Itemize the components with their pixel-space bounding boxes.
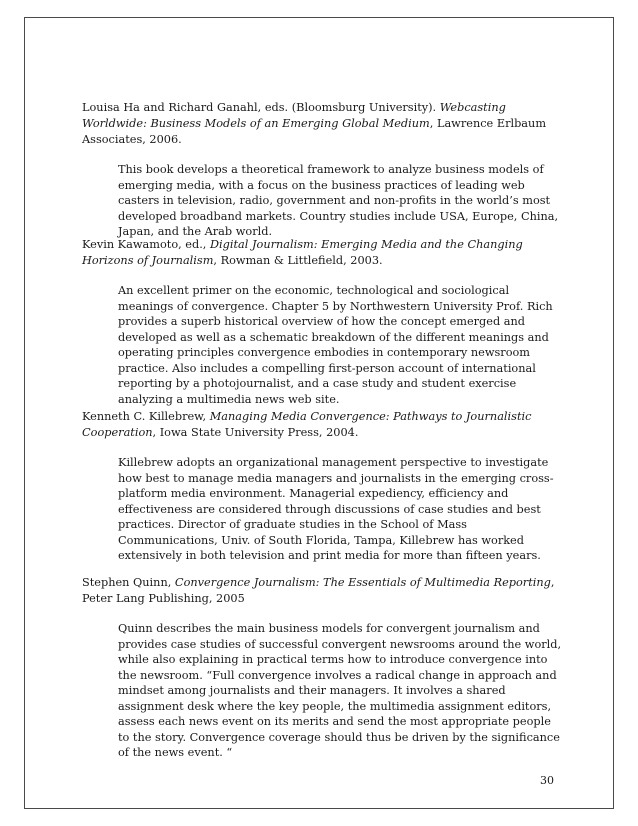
citation-title: Webcasting Worldwide: Business Models of an Emerging Global Medium [82, 101, 506, 130]
citation-title: Managing Media Convergence: Pathways to Journalistic Cooperation [82, 410, 532, 439]
citation-publisher: , Iowa State University Press, 2004. [152, 426, 359, 439]
citation-authors: Louisa Ha and Richard Ganahl, eds. (Bloomsburg University). [82, 101, 440, 114]
annotation: This book develops a theoretical framework to analyze business models of emerging media, with a focus on the business practices of leading web casters in television, radio, government and non-profits in the world’s most developed broadband markets. Country studies include USA, Europe, China, Japan, and the Arab world. [118, 163, 559, 238]
bibliography-entry [82, 575, 562, 761]
annotation: Killebrew adopts an organizational management perspective to investigate how best to manage media managers and journalists in the emerging cross-platform media environment. Managerial expediency, efficiency and effectiveness are considered through discussions of case studies and best practices. Director of graduate studies in the School of Mass Communications, Univ. of South Florida, Tampa, Killebrew has worked extensively in both television and print media for more than fifteen years. [118, 456, 554, 562]
bibliography-entry [82, 237, 562, 407]
citation [82, 575, 562, 607]
page-number: 30 [540, 774, 554, 787]
citation-publisher: , Peter Lang Publishing, 2005 [82, 576, 555, 605]
citation-authors: Stephen Quinn, [82, 576, 175, 589]
citation-title: Convergence Journalism: The Essentials of Multimedia Reporting [174, 576, 551, 589]
citation [82, 100, 562, 148]
citation-publisher: , Rowman & Littlefield, 2003. [213, 254, 383, 267]
citation [82, 409, 562, 441]
citation-publisher: , Lawrence Erlbaum Associates, 2006. [82, 117, 547, 146]
citation-authors: Kevin Kawamoto, ed., [82, 238, 210, 251]
citation [82, 237, 562, 269]
bibliography-entry [82, 100, 562, 240]
annotation: An excellent primer on the economic, technological and sociological meanings of convergence. Chapter 5 by Northwestern University Prof. Rich provides a superb historical overview of how the concept emerged and developed as well as a schematic breakdown of the different meanings and operating principles convergence embodies in contemporary newsroom practice. Also includes a compelling first-person account of international reporting by a photojournalist, and a case study and student exercise analyzing a multimedia news web site. [118, 284, 553, 406]
annotation: Quinn describes the main business models for convergent journalism and provides case studies of successful convergent newsrooms around the world, while also explaining in practical terms how to introduce convergence into the newsroom. “Full convergence involves a radical change in approach and mindset among journalists and their managers. It involves a shared assignment desk where the key people, the multimedia assignment editors, assess each news event on its merits and send the most appropriate people to the story. Convergence coverage should thus be driven by the significance of the news event. “ [118, 622, 562, 759]
citation-authors: Kenneth C. Killebrew, [82, 410, 210, 423]
bibliography-entry [82, 409, 562, 564]
citation-title: Digital Journalism: Emerging Media and the Changing Horizons of Journalism [82, 238, 523, 267]
